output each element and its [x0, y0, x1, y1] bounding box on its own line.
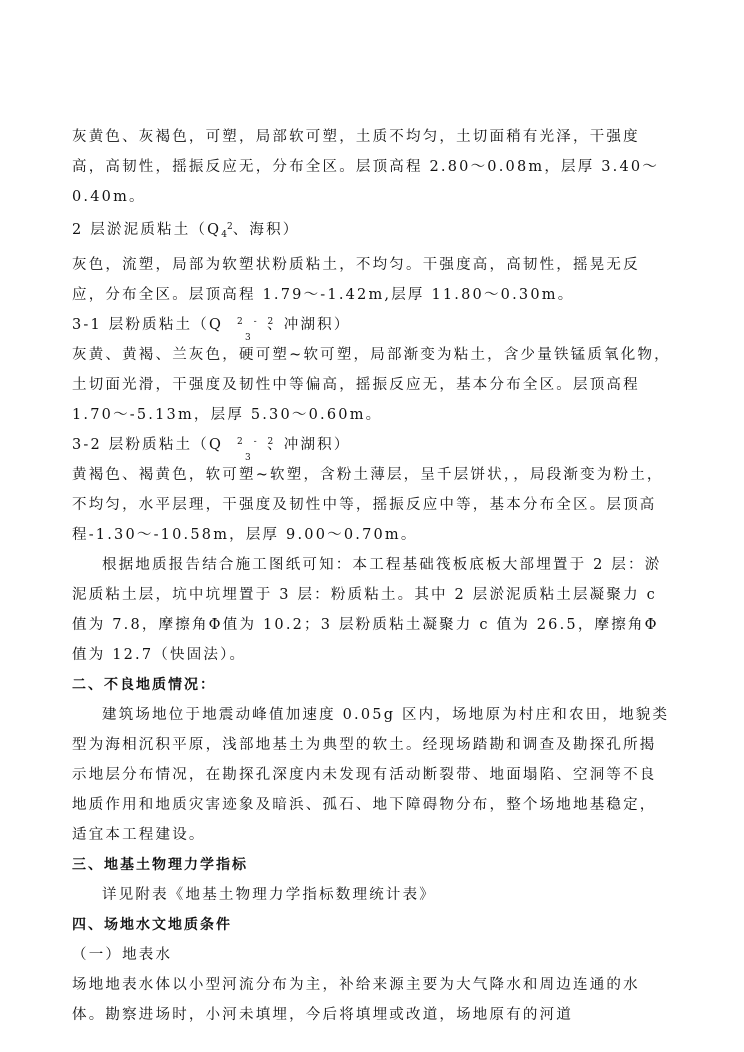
section4-body: 场地地表水体以小型河流分布为主，补给来源主要为大气降水和周边连通的水体。勘察进场时，小河未填埋，今后将填埋或改道，场地原有的河道: [72, 977, 640, 1023]
layer2-title-a: 2 层淤泥质粘土（Q: [72, 222, 222, 238]
layer31-title-b: 、冲湖积）: [267, 317, 351, 333]
paragraph-layer1-desc: 灰黄色、灰褐色，可塑，局部软可塑，土质不均匀，土切面稍有光泽，干强度高，高韧性，摇振反应无，分布全区。层顶高程 2.80～0.08m，层厚 3.40～0.40m。: [72, 129, 660, 205]
layer32-q-index: [223, 435, 278, 463]
section2-heading: 二、不良地质情况：: [72, 677, 216, 693]
paragraph-foundation-summary: 根据地质报告结合施工图纸可知：本工程基础筏板底板大部埋置于 2 层：淤泥质粘土层，坑中坑埋置于 3 层：粉质粘土。其中 2 层淤泥质粘土层凝聚力 c 值为 7.8，摩擦角Φ值为 10.2；3 层粉质粘土凝聚力 c 值为 26.5，摩擦角Φ值为 12.7（快固法）。: [72, 557, 662, 663]
layer2-title: [72, 212, 672, 250]
layer31-q-index: [223, 315, 278, 343]
section2-body: 建筑场地位于地震动峰值加速度 0.05g 区内，场地原为村庄和农田，地貌类型为海相沉积平原，浅部地基土为典型的软土。经现场踏勘和调查及勘探孔所揭示地层分布情况，在勘探孔深度内未发现有活动断裂带、地面塌陷、空洞等不良地质作用和地质灾害迹象及暗浜、孤石、地下障碍物分布，整个场地地基稳定，适宜本工程建设。: [72, 707, 670, 843]
layer31-title: [72, 310, 672, 343]
section4-subheading: （一）地表水: [72, 947, 173, 963]
layer2-title-b: 、海积）: [232, 222, 300, 238]
layer2-title-sup: 2: [226, 222, 233, 232]
layer32-title-a: 3-2 层粉质粘土（Q: [72, 437, 224, 453]
layer31-title-sup: 2 - 2: [237, 317, 278, 327]
layer32-title-sup: 2 - 2: [237, 437, 278, 447]
layer31-title-a: 3-1 层粉质粘土（Q: [72, 317, 224, 333]
paragraph-layer31-desc: 灰黄、黄褐、兰灰色，硬可塑~软可塑，局部渐变为粘土，含少量铁锰质氧化物，土切面光滑，干强度及韧性中等偏高，摇振反应无，基本分布全区。层顶高程 1.70～-5.13m，层厚 5.30～0.60m。: [72, 347, 671, 423]
layer32-title-sub: 3: [245, 453, 253, 463]
layer2-title-sub: 4: [221, 230, 227, 240]
section3-body: 详见附表《地基土物理力学指标数理统计表》: [102, 887, 436, 903]
paragraph-layer32-desc: 黄褐色、褐黄色，软可塑~软塑，含粉土薄层，呈千层饼状，，局段渐变为粉土，不均匀，水平层理，干强度及韧性中等，摇振反应中等，基本分布全区。层顶高程-1.30～-10.58m，层厚 9.00～0.70m。: [72, 467, 664, 543]
section3-heading: 三、地基土物理力学指标: [72, 857, 248, 873]
layer32-title: [72, 430, 672, 463]
paragraph-layer2-desc: 灰色，流塑，局部为软塑状粉质粘土，不均匀。干强度高，高韧性，摇晃无反应，分布全区。层顶高程 1.79～-1.42m,层厚 11.80～0.30m。: [72, 257, 640, 303]
section4-heading: 四、场地水文地质条件: [72, 917, 232, 933]
layer31-title-sub: 3: [245, 333, 253, 343]
layer32-title-b: 、冲湖积）: [267, 437, 351, 453]
document-page: [72, 122, 672, 1030]
